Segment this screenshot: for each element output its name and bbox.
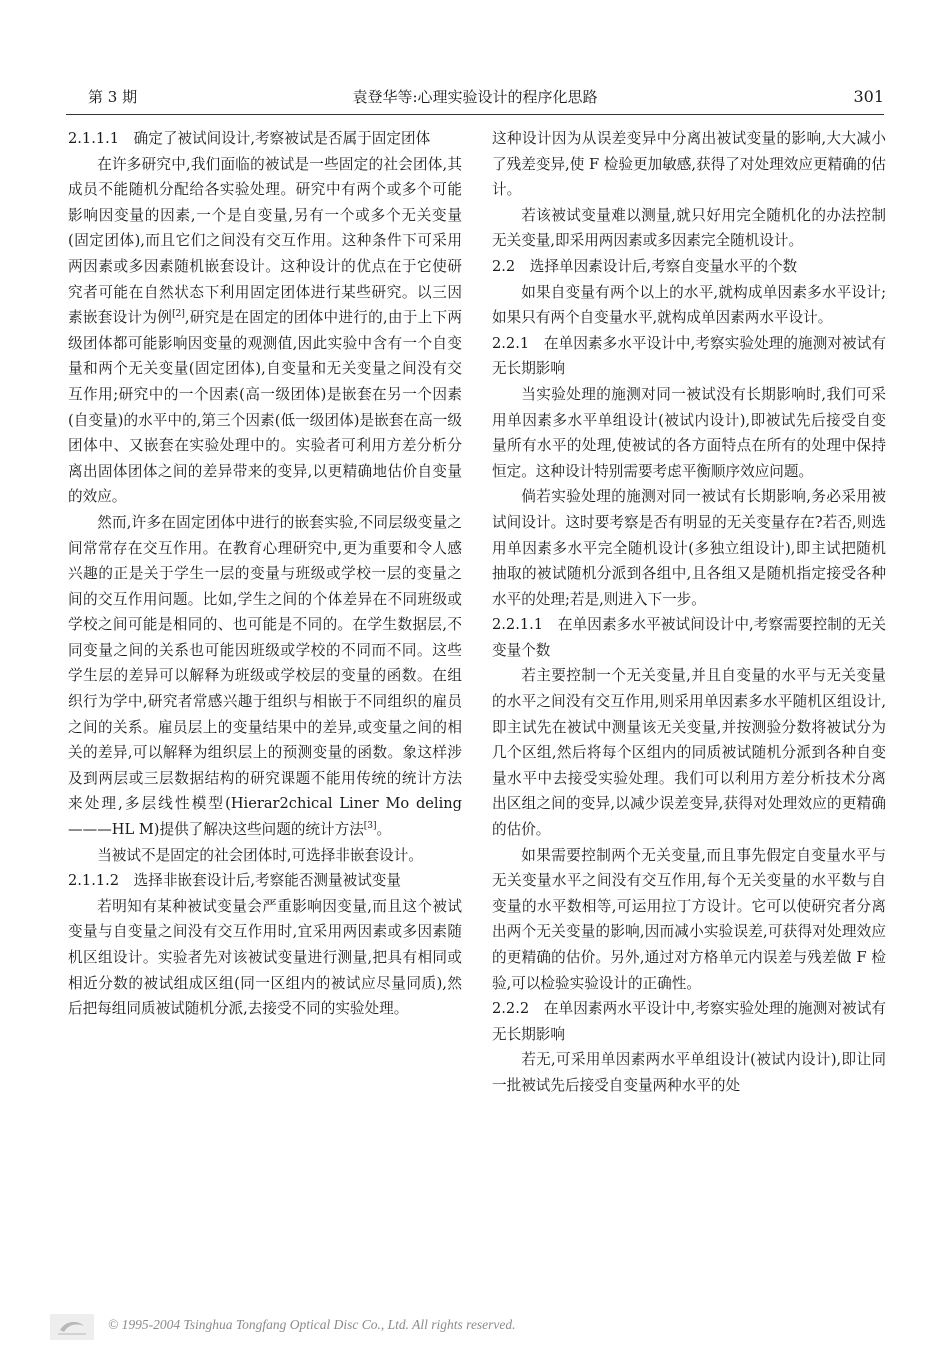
issue-label: 第 3 期 xyxy=(88,88,138,106)
paragraph-two-level: 若无,可采用单因素两水平单组设计(被试内设计),即让同一批被试先后接受自变量两种水平的处 xyxy=(492,1051,886,1094)
paragraph-randomized: 若该被试变量难以测量,就只好用完全随机化的办法控制无关变量,即采用两因素或多因素完全随机设计。 xyxy=(492,206,886,250)
paragraph-within-subjects: 当实验处理的施测对同一被试没有长期影响时,我们可采用单因素多水平单组设计(被试内设计),即被试先后接受自变量所有水平的处理,使被试的各方面特点在所有的处理中保持恒定。这种设计特别需要考虑平衡顺序效应问题。 xyxy=(492,385,886,480)
paragraph-continued: 这种设计因为从误差变异中分离出被试变量的影响,大大减小了残差变异,使 F 检验更加敏感,获得了对处理效应更精确的估计。 xyxy=(492,130,886,199)
paragraph-text: ,研究是在固定的团体中进行的,由于上下两级团体都可能影响因变量的观测值,因此实验中含有一个自变量和两个无关变量(固定团体),自变量和无关变量之间没有交互作用;研究中的一个因素(高一级团体)是嵌套在另一个因素(自变量)的水平中的,第三个因素(低一级团体)是嵌套在高一级团体中、又嵌套在实验处理中的。实验者可利用方差分析分离出固体团体之间的差异带来的变异,以更精确地估价自变量的效应。 xyxy=(68,309,462,506)
heading-2-1-1-1: 2.1.1.1 确定了被试间设计,考察被试是否属于固定团体 xyxy=(68,130,431,147)
paragraph-block-design: 若明知有某种被试变量会严重影响因变量,而且这个被试变量与自变量之间没有交互作用时,宜采用两因素或多因素随机区组设计。实验者先对该被试变量进行测量,把具有相同或相近分数的被试组成区组(同一区组内的被试应尽量同质),然后把每组同质被试随机分派,去接受不同的实验处理。 xyxy=(68,897,462,1018)
citation-2: [2] xyxy=(172,309,185,320)
paragraph-levels: 如果自变量有两个以上的水平,就构成单因素多水平设计;如果只有两个自变量水平,就构成单因素两水平设计。 xyxy=(492,283,886,327)
running-title: 袁登华等:心理实验设计的程序化思路 xyxy=(352,88,598,106)
citation-3: [3] xyxy=(363,821,377,832)
running-header xyxy=(66,84,884,110)
paragraph-multilevel xyxy=(68,510,462,843)
right-column xyxy=(492,126,886,1099)
heading-2-2: 2.2 选择单因素设计后,考察自变量水平的个数 xyxy=(492,257,798,275)
header-rule xyxy=(66,114,884,115)
heading-2-2-1-1: 2.2.1.1 在单因素多水平被试间设计中,考察需要控制的无关变量个数 xyxy=(492,616,886,659)
heading-2-1-1-2: 2.1.1.2 选择非嵌套设计后,考察能否测量被试变量 xyxy=(68,872,401,890)
paragraph-text: 然而,许多在固定团体中进行的嵌套实验,不同层级变量之间常常存在交互作用。在教育心理研究中,更为重要和令人感兴趣的正是关于学生一层的变量与班级或学校一层的变量之间的交互作用问题。比如,学生之间的个体差异在不同班级或学校之间可能是相同的、也可能是不同的。在学生数据层,不同变量之间的关系也可能因班级或学校的不同而不同。这些学生层的差异可以解释为班级或学校层的变量的函数。在组织行为学中,研究者常感兴趣于组织与相嵌于不同组织的雇员之间的关系。雇员层上的变量结果中的差异,或变量之间的相关的差异,可以解释为组织层上的预测变量的函数。象这样涉及到两层或三层数据结构的研究课题不能用传统的统计方法来处理,多层线性模型(Hierar2chical Liner Mo deling ———HL M)提供了解决这些问题的统计方法 xyxy=(68,513,462,839)
copyright-notice: © 1995-2004 Tsinghua Tongfang Optical Disc Co., Ltd. All rights reserved. xyxy=(108,1317,516,1332)
left-column xyxy=(68,126,462,1022)
paragraph-nested-design xyxy=(68,152,462,510)
paragraph-text: 在许多研究中,我们面临的被试是一些固定的社会团体,其成员不能随机分配给各实验处理。研究中有两个或多个可能影响因变量的因素,一个是自变量,另有一个或多个无关变量(固定团体),而且它们之间没有交互作用。这种条件下可采用两因素或多因素随机嵌套设计。这种设计的优点在于它使研究者可能在自然状态下利用固定团体进行某些研究。以三因素嵌套设计为例 xyxy=(68,155,462,327)
paragraph-non-nested: 当被试不是固定的社会团体时,可选择非嵌套设计。 xyxy=(97,846,423,864)
paragraph-between-subjects: 倘若实验处理的施测对同一被试有长期影响,务必采用被试间设计。这时要考察是否有明显的无关变量存在?若否,则选用单因素多水平完全随机设计(多独立组设计),即主试把随机抽取的被试随机分派到各组中,且各组又是随机指定接受各种水平的处理;若是,则进入下一步。 xyxy=(492,488,886,608)
paragraph-one-nuisance: 若主要控制一个无关变量,并且自变量的水平与无关变量的水平之间没有交互作用,则采用单因素多水平随机区组设计,即主试先在被试中测量该无关变量,并按测验分数将被试分为几个区组,然后将每个区组内的同质被试随机分派到各种自变量水平中去接受实验处理。我们可以利用方差分析技术分离出区组之间的变异,以减少误差变异,获得对处理效应的更精确的估价。 xyxy=(492,667,886,839)
page-number: 301 xyxy=(853,87,884,106)
footer xyxy=(50,1312,910,1342)
paragraph-text: 。 xyxy=(376,821,392,839)
publisher-logo-icon xyxy=(50,1314,94,1340)
paragraph-latin-square: 如果需要控制两个无关变量,而且事先假定自变量水平与无关变量水平之间没有交互作用,每个无关变量的水平数与自变量的水平数相等,可运用拉丁方设计。它可以使研究者分离出两个无关变量的影响,因而减小实验误差,可获得对处理效应的更精确的估价。另外,通过对方格单元内误差与残差做 F 检验,可以检验实验设计的正确性。 xyxy=(492,846,886,992)
heading-2-2-1: 2.2.1 在单因素多水平设计中,考察实验处理的施测对被试有无长期影响 xyxy=(492,334,886,378)
heading-2-2-2: 2.2.2 在单因素两水平设计中,考察实验处理的施测对被试有无长期影响 xyxy=(492,1000,886,1043)
